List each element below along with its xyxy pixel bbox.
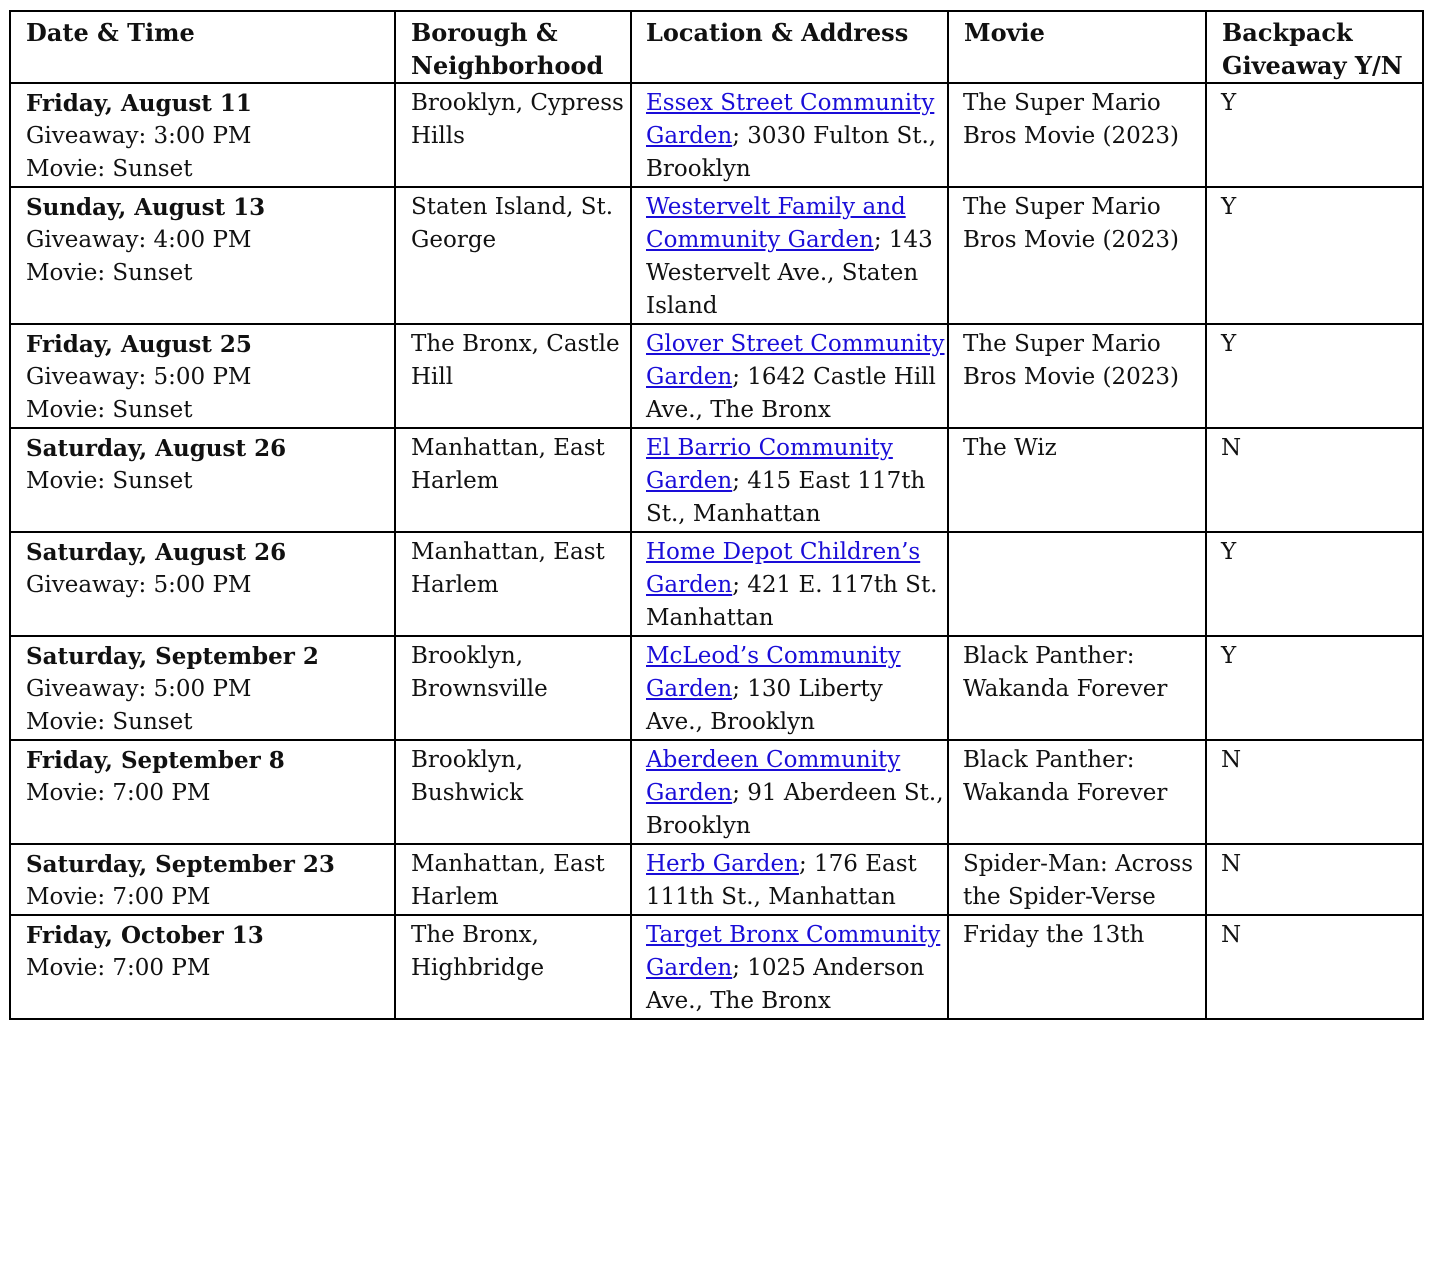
table-row bbox=[10, 636, 1423, 740]
event-time: Giveaway: 5:00 PM bbox=[26, 676, 252, 702]
event-time: Movie: Sunset bbox=[26, 468, 193, 494]
date-time-cell bbox=[10, 324, 395, 428]
giveaway-cell: N bbox=[1206, 428, 1423, 532]
event-time: Movie: Sunset bbox=[26, 156, 193, 182]
garden-address: ; 1642 Castle Hill Ave., The Bronx bbox=[646, 364, 936, 423]
giveaway-cell: Y bbox=[1206, 187, 1423, 324]
location-cell bbox=[631, 428, 948, 532]
header-row bbox=[10, 11, 1423, 83]
event-date: Friday, August 25 bbox=[26, 331, 252, 358]
location-cell bbox=[631, 187, 948, 324]
event-date: Saturday, September 2 bbox=[26, 643, 319, 670]
borough-cell: Manhattan, East Harlem bbox=[395, 532, 631, 636]
giveaway-cell: N bbox=[1206, 915, 1423, 1019]
giveaway-cell: Y bbox=[1206, 83, 1423, 187]
garden-address: ; 415 East 117th St., Manhattan bbox=[646, 468, 926, 527]
date-time-cell bbox=[10, 636, 395, 740]
events-table bbox=[9, 10, 1424, 1020]
garden-address: ; 91 Aberdeen St., Brooklyn bbox=[646, 780, 944, 839]
garden-address: ; 421 E. 117th St. Manhattan bbox=[646, 572, 938, 631]
event-time: Movie: 7:00 PM bbox=[26, 955, 211, 981]
event-date: Friday, September 8 bbox=[26, 747, 285, 774]
movie-cell: Black Panther: Wakanda Forever bbox=[948, 740, 1206, 844]
movie-cell: The Super Mario Bros Movie (2023) bbox=[948, 324, 1206, 428]
garden-link[interactable]: Essex Street Community Garden bbox=[646, 90, 935, 149]
garden-address: ; 3030 Fulton St., Brooklyn bbox=[646, 123, 937, 182]
header-giveaway: Backpack Giveaway Y/N bbox=[1206, 11, 1423, 83]
garden-address: ; 176 East 111th St., Manhattan bbox=[646, 851, 917, 910]
giveaway-cell: Y bbox=[1206, 532, 1423, 636]
table-row bbox=[10, 532, 1423, 636]
movie-cell bbox=[948, 532, 1206, 636]
movie-cell: The Super Mario Bros Movie (2023) bbox=[948, 187, 1206, 324]
date-time-cell bbox=[10, 915, 395, 1019]
garden-link[interactable]: Herb Garden bbox=[646, 851, 799, 877]
borough-cell: Staten Island, St. George bbox=[395, 187, 631, 324]
garden-link[interactable]: Home Depot Children’s Garden bbox=[646, 539, 921, 598]
table-row bbox=[10, 915, 1423, 1019]
location-cell bbox=[631, 844, 948, 915]
location-cell bbox=[631, 740, 948, 844]
event-date: Saturday, August 26 bbox=[26, 539, 287, 566]
movie-cell: Spider-Man: Across the Spider-Verse bbox=[948, 844, 1206, 915]
giveaway-cell: N bbox=[1206, 844, 1423, 915]
movie-cell: The Super Mario Bros Movie (2023) bbox=[948, 83, 1206, 187]
borough-cell: Manhattan, East Harlem bbox=[395, 844, 631, 915]
table-row bbox=[10, 740, 1423, 844]
event-date: Saturday, August 26 bbox=[26, 435, 287, 462]
movie-cell: The Wiz bbox=[948, 428, 1206, 532]
header-movie: Movie bbox=[948, 11, 1206, 83]
garden-link[interactable]: Glover Street Community Garden bbox=[646, 331, 945, 390]
event-time: Giveaway: 5:00 PM bbox=[26, 572, 252, 598]
location-cell bbox=[631, 324, 948, 428]
borough-cell: The Bronx, Highbridge bbox=[395, 915, 631, 1019]
event-time: Giveaway: 5:00 PM bbox=[26, 364, 252, 390]
event-date: Saturday, September 23 bbox=[26, 851, 335, 878]
table-row bbox=[10, 187, 1423, 324]
garden-link[interactable]: Target Bronx Community Garden bbox=[646, 922, 941, 981]
location-cell bbox=[631, 915, 948, 1019]
event-date: Friday, August 11 bbox=[26, 90, 252, 117]
event-date: Sunday, August 13 bbox=[26, 194, 266, 221]
event-time: Movie: 7:00 PM bbox=[26, 780, 211, 806]
date-time-cell bbox=[10, 844, 395, 915]
event-time: Movie: Sunset bbox=[26, 260, 193, 286]
garden-address: ; 1025 Anderson Ave., The Bronx bbox=[646, 955, 925, 1014]
garden-link[interactable]: Westervelt Family and Community Garden bbox=[646, 194, 906, 253]
header-location: Location & Address bbox=[631, 11, 948, 83]
header-borough: Borough & Neighborhood bbox=[395, 11, 631, 83]
event-date: Friday, October 13 bbox=[26, 922, 264, 949]
garden-link[interactable]: El Barrio Community Garden bbox=[646, 435, 893, 494]
event-time: Giveaway: 4:00 PM bbox=[26, 227, 252, 253]
giveaway-cell: N bbox=[1206, 740, 1423, 844]
garden-link[interactable]: McLeod’s Community Garden bbox=[646, 643, 901, 702]
event-time: Giveaway: 3:00 PM bbox=[26, 123, 252, 149]
giveaway-cell: Y bbox=[1206, 324, 1423, 428]
date-time-cell bbox=[10, 532, 395, 636]
location-cell bbox=[631, 636, 948, 740]
borough-cell: The Bronx, Castle Hill bbox=[395, 324, 631, 428]
giveaway-cell: Y bbox=[1206, 636, 1423, 740]
table-row bbox=[10, 83, 1423, 187]
event-time: Movie: Sunset bbox=[26, 709, 193, 735]
table-row bbox=[10, 428, 1423, 532]
garden-address: ; 143 Westervelt Ave., Staten Island bbox=[646, 227, 933, 319]
event-time: Movie: 7:00 PM bbox=[26, 884, 211, 910]
borough-cell: Brooklyn, Brownsville bbox=[395, 636, 631, 740]
date-time-cell bbox=[10, 428, 395, 532]
garden-address: ; 130 Liberty Ave., Brooklyn bbox=[646, 676, 883, 735]
movie-cell: Friday the 13th bbox=[948, 915, 1206, 1019]
table-row bbox=[10, 844, 1423, 915]
header-date: Date & Time bbox=[10, 11, 395, 83]
movie-cell: Black Panther: Wakanda Forever bbox=[948, 636, 1206, 740]
date-time-cell bbox=[10, 740, 395, 844]
date-time-cell bbox=[10, 83, 395, 187]
location-cell bbox=[631, 532, 948, 636]
borough-cell: Brooklyn, Bushwick bbox=[395, 740, 631, 844]
garden-link[interactable]: Aberdeen Community Garden bbox=[646, 747, 901, 806]
borough-cell: Manhattan, East Harlem bbox=[395, 428, 631, 532]
location-cell bbox=[631, 83, 948, 187]
date-time-cell bbox=[10, 187, 395, 324]
table-row bbox=[10, 324, 1423, 428]
event-time: Movie: Sunset bbox=[26, 397, 193, 423]
borough-cell: Brooklyn, Cypress Hills bbox=[395, 83, 631, 187]
